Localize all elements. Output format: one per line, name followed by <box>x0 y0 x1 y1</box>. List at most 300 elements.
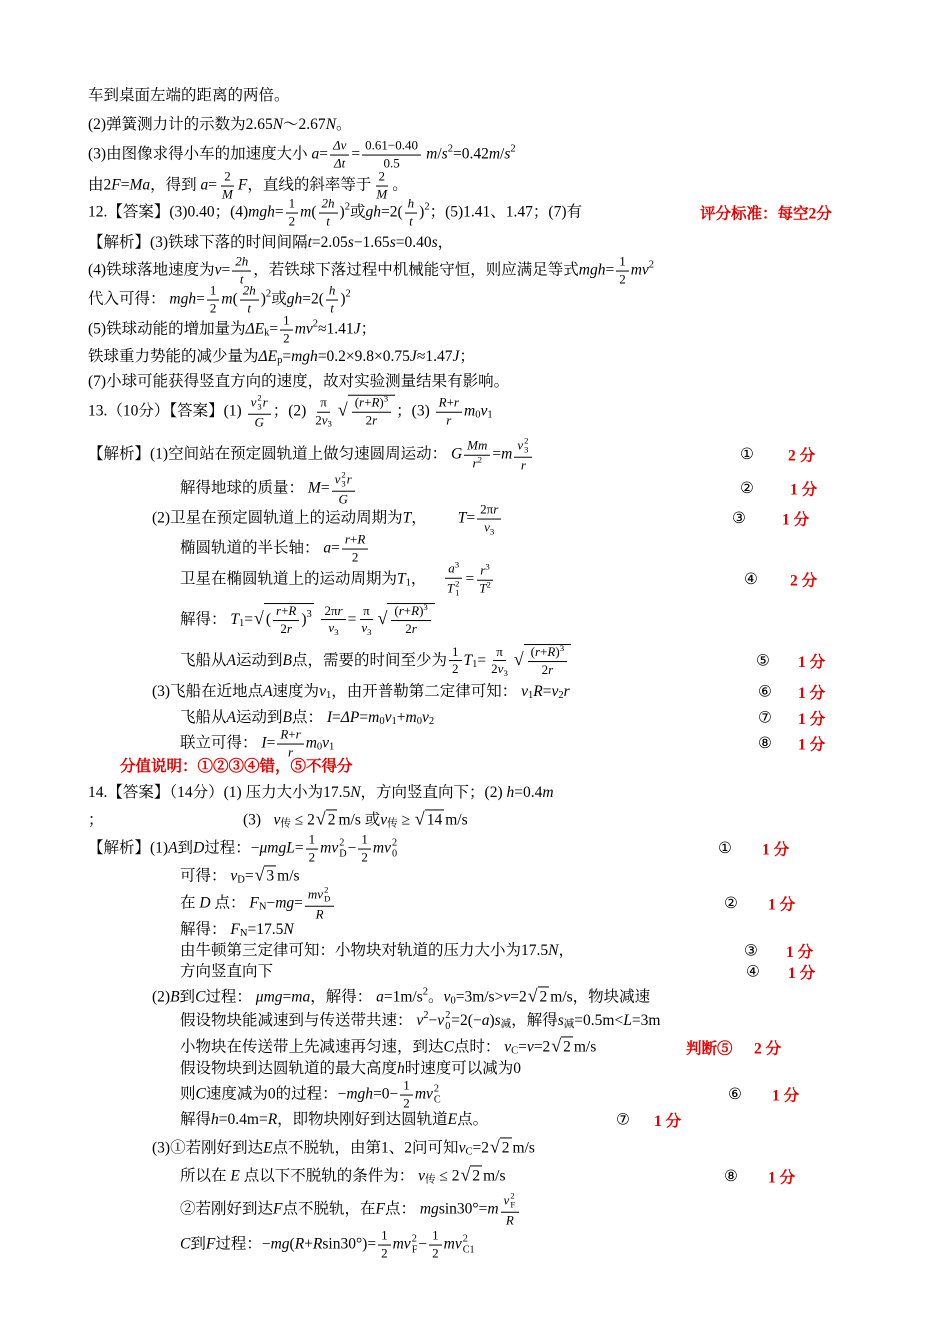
text-run: ) <box>555 644 560 660</box>
line-content <box>0 314 950 347</box>
subscript <box>524 446 528 455</box>
text-run: 。 <box>392 176 408 194</box>
fraction <box>358 604 374 637</box>
text-run: r <box>275 603 282 619</box>
text-run: R <box>533 682 543 700</box>
text-run: ，得到 <box>150 176 201 194</box>
line-content <box>0 809 950 830</box>
text-run: =2 <box>533 1037 551 1055</box>
text-run: / <box>437 145 442 163</box>
text-run: 方向竖直向下 <box>180 962 274 980</box>
text-run: = <box>542 682 552 700</box>
document-line <box>0 886 950 923</box>
math-variable <box>631 261 649 281</box>
line-content <box>0 1192 950 1229</box>
text-run: Ma <box>129 176 151 194</box>
text-run: π <box>320 394 327 410</box>
score-annotation: 1 分 <box>772 1088 800 1105</box>
text-run: − <box>347 839 357 857</box>
superscript <box>486 581 490 590</box>
text-run: 2π <box>480 501 494 517</box>
fraction-denominator <box>286 214 299 230</box>
math-variable <box>169 290 196 310</box>
text-run: 1 <box>288 195 296 211</box>
math-variable <box>341 708 360 728</box>
text-run: 1 <box>308 831 316 847</box>
text-run: 解得地球的质量： <box>180 479 308 497</box>
math-variable <box>347 473 352 488</box>
text-run: 2 <box>257 392 262 403</box>
text-run: 假设物块能减速到与传送带共速： <box>180 1011 417 1029</box>
sqrt-body <box>387 603 434 637</box>
text-run: v <box>521 682 528 700</box>
subscript <box>455 589 459 598</box>
document-line <box>0 962 950 982</box>
text-run: 2 <box>558 689 564 701</box>
text-run: 1 <box>487 409 493 421</box>
superscript <box>423 603 427 612</box>
text-run: a <box>200 176 209 194</box>
text-run: 到 <box>179 987 196 1005</box>
text-run: 2 <box>324 884 329 895</box>
math-variable <box>458 509 467 529</box>
text-run: 或 <box>271 290 287 308</box>
math-variable <box>329 284 336 299</box>
text-run: mgh <box>578 261 606 279</box>
fraction <box>321 604 345 637</box>
text-run: 分值说明：①②③④错，⑤不得分 <box>120 757 353 775</box>
fraction-denominator <box>539 662 557 678</box>
text-run: 3 <box>306 609 312 621</box>
score-annotation: 评分标准：每空2分 <box>700 206 832 223</box>
math-variable <box>227 651 236 671</box>
text-run: ( <box>311 203 317 221</box>
text-run: v <box>328 620 335 636</box>
sqrt-radical-icon: √ <box>489 1136 500 1157</box>
step-number: ④ <box>746 963 760 981</box>
math-variable <box>521 682 528 702</box>
text-run: ，方向竖直向下；(2) <box>360 783 507 801</box>
text-run: v <box>497 661 504 677</box>
text-run: R <box>315 906 324 922</box>
fraction <box>514 437 532 474</box>
fraction <box>477 503 501 536</box>
fraction <box>436 396 462 429</box>
fraction-denominator <box>280 331 293 347</box>
math-variable <box>506 1213 514 1228</box>
sqrt-body <box>264 865 276 886</box>
text-run: 过程： <box>205 987 256 1005</box>
text-run: N <box>258 901 267 913</box>
text-run: T <box>402 509 412 527</box>
math-variable <box>227 708 236 728</box>
document-line <box>0 603 950 637</box>
text-run: 2h <box>242 282 256 298</box>
text-run: ma <box>291 987 311 1005</box>
text-run: r <box>548 662 554 677</box>
document-line <box>0 986 950 1007</box>
math-variable <box>385 708 392 728</box>
text-run: r <box>534 644 541 660</box>
text-run: + <box>304 1235 313 1253</box>
text-run: 点。 <box>457 1110 489 1128</box>
text-run: 2 <box>445 1009 451 1021</box>
text-run: 2 <box>433 1083 439 1095</box>
text-run: 3 <box>489 526 495 537</box>
text-run: v <box>321 412 328 428</box>
text-run: F <box>510 1200 516 1211</box>
text-run: −1.65 <box>353 233 390 251</box>
fraction <box>449 645 462 678</box>
sub-sup-stack <box>524 437 528 456</box>
text-run: N <box>325 115 337 133</box>
text-run: ( <box>354 395 360 411</box>
text-run: C <box>511 1044 519 1056</box>
text-run: ) <box>419 603 424 619</box>
math-variable <box>368 708 379 728</box>
text-run: ；(5)1.41、1.47；(7)有 <box>429 203 582 221</box>
fraction <box>330 139 349 172</box>
math-variable <box>376 987 384 1007</box>
text-run: 3 <box>383 394 389 405</box>
text-run: = <box>466 509 476 527</box>
text-run: r <box>411 621 417 636</box>
text-run: 卫星在椭圆轨道上的运动周期为 <box>180 570 398 588</box>
document-line <box>0 682 950 702</box>
text-run: 点不脱轨，在 <box>282 1200 376 1218</box>
text-run: a <box>376 987 384 1005</box>
text-run: t <box>247 300 252 316</box>
math-variable <box>446 413 451 428</box>
text-run: 【解析】(3)铁球下落的时间间隔 <box>88 233 308 251</box>
document-line <box>0 644 950 678</box>
text-run: R <box>280 726 289 742</box>
line-content <box>0 1165 950 1186</box>
math-variable <box>246 320 265 340</box>
text-run: 2 <box>411 1233 417 1245</box>
text-run: 2 <box>563 1038 571 1056</box>
text-run: v <box>503 1192 510 1208</box>
fraction <box>405 197 418 230</box>
text-run: T <box>463 651 473 669</box>
text-run: 2h <box>235 253 249 269</box>
text-run: 2 <box>524 435 529 446</box>
subscript <box>367 628 371 637</box>
math-variable <box>397 570 406 590</box>
subscript <box>501 1020 512 1031</box>
fraction <box>305 886 334 923</box>
document-line <box>0 865 950 886</box>
text-run: m <box>300 203 312 221</box>
math-variable <box>548 941 558 961</box>
text-run: 2 <box>381 1245 388 1261</box>
math-variable <box>447 581 454 596</box>
text-run: t <box>326 213 330 229</box>
text-run: r <box>493 501 499 517</box>
text-run: 在 <box>180 894 200 912</box>
sqrt-expression <box>514 644 571 678</box>
text-run: =0.42 <box>452 145 489 163</box>
text-run: 12.【答案】(3)0.40；(4) <box>88 203 249 221</box>
text-run: 3 <box>559 643 565 654</box>
math-variable <box>221 290 232 310</box>
text-run: R <box>547 644 556 660</box>
text-run: =2( <box>380 203 403 221</box>
text-run: mv <box>443 1235 462 1253</box>
sqrt-expression <box>255 865 277 886</box>
superscript <box>392 838 397 849</box>
sqrt-radical-icon: √ <box>377 608 388 629</box>
text-run: = <box>359 708 369 726</box>
text-run: 0 <box>445 1021 451 1032</box>
text-run: F <box>230 920 240 938</box>
text-run: Mm <box>467 437 488 453</box>
fraction-numerator <box>321 604 345 621</box>
text-run: 椭圆轨道的半长轴： <box>180 539 324 557</box>
subscript <box>472 660 477 671</box>
fraction <box>464 439 490 472</box>
line-content <box>0 1036 950 1057</box>
fraction <box>352 396 391 429</box>
document-line <box>0 347 950 367</box>
line-content <box>0 233 950 253</box>
sqrt-radical-icon: √ <box>513 649 524 670</box>
text-run: + <box>364 395 372 411</box>
math-variable <box>283 708 292 728</box>
fraction <box>306 833 319 866</box>
math-variable <box>479 581 486 596</box>
document-line <box>0 255 950 288</box>
math-variable <box>403 509 412 529</box>
text-run: R <box>312 1235 323 1253</box>
superscript <box>463 1234 468 1245</box>
fraction-denominator <box>312 412 335 428</box>
text-run: 2 <box>351 549 359 565</box>
fraction-numerator <box>429 1229 442 1246</box>
text-run: 到 <box>190 1235 206 1253</box>
text-run: r <box>359 395 365 411</box>
text-run: m/s <box>277 866 300 884</box>
text-run: 联立可得： <box>180 734 262 752</box>
fraction <box>501 1192 520 1229</box>
text-run: (3)飞船在近地点 <box>152 682 264 700</box>
subscript <box>511 1046 518 1057</box>
text-run: (3) <box>243 810 262 828</box>
text-run: 0 <box>450 994 456 1006</box>
text-run: ，即物块刚好到达圆轨道 <box>277 1110 448 1128</box>
line-content <box>0 533 950 566</box>
subscript <box>463 1245 475 1256</box>
document-line <box>0 437 950 474</box>
text-run: mgh <box>346 1085 374 1103</box>
math-variable <box>254 415 263 430</box>
text-run: h <box>397 1059 405 1077</box>
fraction <box>207 284 220 317</box>
sqrt-radical-icon: √ <box>414 808 425 829</box>
math-variable <box>287 622 292 637</box>
fraction-numerator <box>405 197 418 214</box>
subscript <box>239 619 244 630</box>
document-line <box>0 533 950 566</box>
fraction-numerator <box>319 197 338 214</box>
subscript <box>341 480 345 489</box>
text-run: 3 <box>485 561 490 572</box>
text-run: r <box>472 455 478 471</box>
text-run: A <box>226 651 236 669</box>
fraction-numerator <box>362 139 421 156</box>
text-run: = <box>244 866 254 884</box>
fraction-numerator <box>280 314 293 331</box>
text-run: J <box>353 320 361 338</box>
text-run: 1 <box>209 282 217 298</box>
text-run: t <box>239 271 244 287</box>
text-run: 1 <box>432 1227 439 1243</box>
text-run: 14 <box>426 811 443 829</box>
score-annotation: 1 分 <box>768 1168 796 1186</box>
line-content <box>0 372 950 392</box>
text-run: = <box>332 708 341 726</box>
text-run: ；(2) <box>272 402 311 420</box>
subscript <box>391 717 396 728</box>
step-number: ⑦ <box>616 1111 630 1129</box>
text-run: ，若铁球下落过程中机械能守恒，则应满足等式 <box>253 261 579 279</box>
text-run: 2h <box>321 195 335 211</box>
text-run: s <box>494 1011 501 1029</box>
superscript <box>424 203 429 214</box>
text-run: D <box>193 839 205 857</box>
text-run: C <box>180 1235 191 1253</box>
fraction-numerator <box>352 396 391 413</box>
line-content <box>0 86 950 106</box>
sqrt-radical-icon: √ <box>254 864 265 885</box>
text-run: 飞船从 <box>180 708 227 726</box>
math-variable <box>418 1166 425 1186</box>
text-run: 减 <box>500 1018 512 1030</box>
subscript <box>465 1147 472 1158</box>
text-run: T <box>457 509 467 527</box>
text-run: ΔE <box>245 320 265 338</box>
text-run: M <box>222 186 233 202</box>
math-variable <box>405 708 416 728</box>
text-run: = <box>294 839 304 857</box>
superscript <box>266 290 271 301</box>
text-run: I <box>261 734 267 752</box>
fraction-denominator <box>429 1246 442 1262</box>
text-run: ～2.67 <box>283 115 326 133</box>
math-variable <box>306 734 317 754</box>
text-run: R <box>288 603 297 619</box>
math-variable <box>422 708 429 728</box>
text-run: v <box>214 261 222 279</box>
line-content <box>0 920 950 940</box>
math-variable <box>283 920 293 940</box>
text-run: − <box>418 1235 428 1253</box>
math-variable <box>467 439 487 454</box>
fraction <box>378 1229 391 1262</box>
text-run: 2 <box>648 259 655 271</box>
sub-sup-stack <box>324 886 330 905</box>
text-run: v <box>517 437 524 453</box>
superscript <box>445 1010 450 1021</box>
text-run: 1 <box>528 689 534 701</box>
text-run: ( <box>394 603 399 619</box>
text-run: + <box>396 708 406 726</box>
step-number: ③ <box>732 510 746 528</box>
text-run: 2 <box>403 1095 410 1111</box>
line-content <box>0 757 950 777</box>
text-run: 。 <box>428 987 444 1005</box>
text-run: Δt <box>334 155 346 171</box>
subscript <box>475 411 480 422</box>
sub-sup-stack <box>412 1234 418 1256</box>
text-run: 2 <box>308 849 316 865</box>
subscript <box>326 691 331 702</box>
text-run: r <box>295 726 301 742</box>
text-run: 2 <box>288 213 296 229</box>
math-variable <box>323 539 331 559</box>
math-variable <box>623 1011 632 1031</box>
math-variable <box>371 396 379 411</box>
text-run: v <box>551 682 559 700</box>
math-variable <box>533 682 542 702</box>
text-run: mgh <box>169 290 197 308</box>
fraction <box>400 1079 413 1112</box>
text-run: ) <box>301 611 307 629</box>
text-run: 2 <box>341 469 346 480</box>
text-run: μmgL <box>259 839 295 857</box>
superscript <box>313 320 318 331</box>
sub-sup-stack <box>392 838 397 860</box>
text-run: r <box>520 457 526 473</box>
text-run: 2 <box>455 578 460 589</box>
document-line <box>0 559 950 599</box>
text-run: v <box>361 620 368 636</box>
text-run: v <box>437 1011 445 1029</box>
math-variable <box>333 139 346 154</box>
text-run: + <box>281 603 289 619</box>
math-variable <box>412 622 417 637</box>
step-number: ① <box>740 446 754 464</box>
fraction <box>280 314 293 347</box>
text-run: sin30°)= <box>322 1235 377 1253</box>
text-run: C1 <box>462 1245 475 1256</box>
math-variable <box>296 728 301 743</box>
text-run: (2) <box>152 987 171 1005</box>
text-run: mv <box>630 261 649 279</box>
text-run: G <box>450 445 463 463</box>
math-variable <box>215 261 222 281</box>
fraction-numerator <box>477 503 501 520</box>
math-variable <box>193 839 204 859</box>
score-annotation: 1 分 <box>768 896 796 914</box>
math-variable <box>504 1194 510 1209</box>
math-variable <box>409 215 413 230</box>
superscript <box>307 610 312 621</box>
step-number: ⑧ <box>724 1167 738 1185</box>
fraction <box>444 559 464 599</box>
math-variable <box>170 987 179 1007</box>
text-run: B <box>170 987 180 1005</box>
fraction-numerator <box>317 396 330 413</box>
text-run: = <box>492 445 502 463</box>
document-line <box>0 833 950 866</box>
math-variable <box>411 604 419 619</box>
text-run: ≈1.41 <box>318 320 354 338</box>
text-run: 2 <box>501 1139 510 1157</box>
fraction-numerator <box>378 1229 391 1246</box>
document-line <box>0 728 950 761</box>
fraction <box>358 833 371 866</box>
